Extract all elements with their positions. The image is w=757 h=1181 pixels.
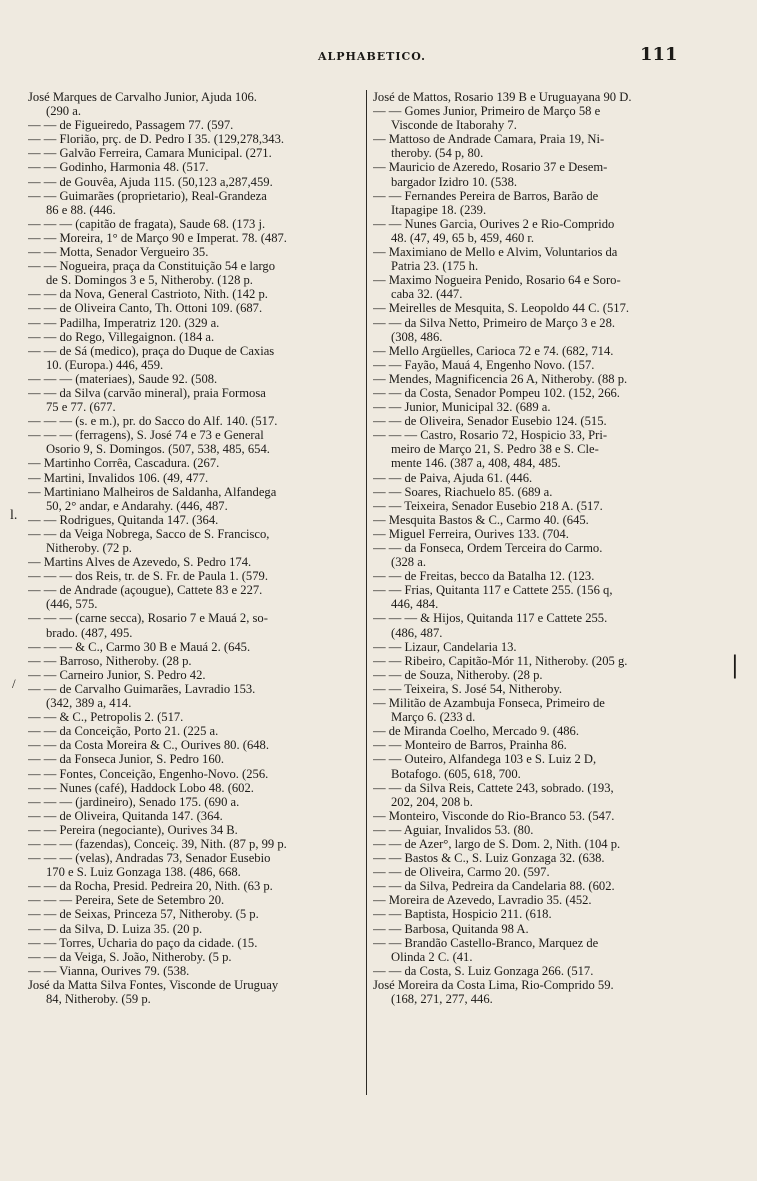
directory-entry-line: Visconde de Itaborahy 7. bbox=[391, 118, 517, 133]
directory-entry-line: — Mattoso de Andrade Camara, Praia 19, Ni- bbox=[373, 132, 605, 147]
directory-entry-line: — Miguel Ferreira, Ourives 133. (704. bbox=[373, 526, 569, 541]
directory-entry-line: — Mello Argüelles, Carioca 72 e 74. (682, 714. bbox=[373, 343, 614, 358]
directory-entry-line: — — Padilha, Imperatriz 120. (329 a. bbox=[28, 315, 220, 330]
directory-entry-line: — — Frias, Quitanta 117 e Cattete 255. (156 q, bbox=[373, 583, 613, 598]
directory-entry-line: mente 146. (387 a, 408, 484, 485. bbox=[391, 456, 561, 471]
directory-entry-line: — — da Silva Reis, Cattete 243, sobrado. (193, bbox=[373, 780, 614, 795]
directory-entry-line: Itapagipe 18. (239. bbox=[391, 202, 487, 217]
directory-entry-line: 50, 2° andar, e Andarahy. (446, 487. bbox=[46, 498, 228, 513]
directory-entry-line: — Mesquita Bastos & C., Carmo 40. (645. bbox=[373, 512, 589, 527]
directory-entry-line: — — do Rego, Villegaignon. (184 a. bbox=[28, 329, 215, 344]
directory-entry-line: caba 32. (447. bbox=[391, 287, 463, 302]
directory-entry-line: — — Nunes Garcia, Ourives 2 e Rio-Comprido bbox=[373, 216, 615, 231]
directory-entry-line: — — da Silva (carvão mineral), praia Formosa bbox=[28, 385, 266, 400]
directory-entry-line: — — de Andrade (açougue), Cattete 83 e 227. bbox=[28, 583, 263, 598]
directory-entry-line: — Monteiro, Visconde do Rio-Branco 53. (547. bbox=[373, 808, 615, 823]
margin-mark-left-2: / bbox=[12, 676, 16, 691]
directory-entry-line: — — — (velas), Andradas 73, Senador Eusebio bbox=[28, 851, 271, 866]
directory-entry-line: — — da Costa Moreira & C., Ourives 80. (648. bbox=[28, 738, 269, 753]
directory-entry-line: — — de Seixas, Princeza 57, Nitheroby. (5 p. bbox=[28, 907, 259, 922]
directory-entry-line: bargador Izidro 10. (538. bbox=[391, 174, 518, 189]
directory-entry-line: — — Barroso, Nitheroby. (28 p. bbox=[28, 653, 192, 668]
directory-entry-line: — — — (jardineiro), Senado 175. (690 a. bbox=[28, 794, 240, 809]
directory-entry-line: (290 a. bbox=[46, 104, 81, 119]
directory-entry-line: — — de Paiva, Ajuda 61. (446. bbox=[373, 470, 533, 485]
directory-entry-line: — — de Oliveira, Senador Eusebio 124. (515. bbox=[373, 414, 607, 429]
directory-entry-line: — — — (capitão de fragata), Saude 68. (173 j. bbox=[28, 216, 266, 231]
directory-entry-line: — — da Silva, D. Luiza 35. (20 p. bbox=[28, 921, 203, 936]
directory-entry-line: — — da Nova, General Castrioto, Nith. (142 p. bbox=[28, 287, 268, 302]
directory-entry-line: — — — Pereira, Sete de Setembro 20. bbox=[28, 893, 225, 908]
directory-entry-line: — — Fayão, Mauá 4, Engenho Novo. (157. bbox=[373, 357, 595, 372]
right-column bbox=[373, 90, 718, 1006]
directory-entry-line: — — de Oliveira, Carmo 20. (597. bbox=[373, 865, 550, 880]
directory-entry-line: José da Matta Silva Fontes, Visconde de Uruguay bbox=[28, 977, 279, 992]
directory-entry-line: — — Junior, Municipal 32. (689 a. bbox=[373, 400, 551, 415]
directory-entry-line: — — Baptista, Hospicio 211. (618. bbox=[373, 907, 552, 922]
directory-entry-line: — — de Sá (medico), praça do Duque de Caxias bbox=[28, 343, 275, 358]
directory-entry-line: — — — (s. e m.), pr. do Sacco do Alf. 140. (517. bbox=[28, 414, 278, 429]
directory-entry-line: — — Gomes Junior, Primeiro de Março 58 e bbox=[373, 104, 601, 119]
directory-entry-line: — — Nogueira, praça da Constituição 54 e largo bbox=[28, 259, 276, 274]
directory-entry-line: — — Brandão Castello-Branco, Marquez de bbox=[373, 935, 599, 950]
directory-entry-line: — — de Azer°, largo de S. Dom. 2, Nith. (104 p. bbox=[373, 836, 621, 851]
directory-entry-line: — — Teixeira, S. José 54, Nitheroby. bbox=[373, 681, 563, 696]
directory-entry-line: (328 a. bbox=[391, 555, 426, 570]
directory-entry-line: — — da Fonseca Junior, S. Pedro 160. bbox=[28, 752, 225, 767]
directory-entry-line: — — da Veiga, S. João, Nitheroby. (5 p. bbox=[28, 949, 232, 964]
directory-entry-line: — — da Rocha, Presid. Pedreira 20, Nith. (63 p. bbox=[28, 879, 273, 894]
directory-entry-line: 75 e 77. (677. bbox=[46, 400, 116, 415]
directory-entry-line: — — Godinho, Harmonia 48. (517. bbox=[28, 160, 209, 175]
directory-entry-line: — — Vianna, Ourives 79. (538. bbox=[28, 963, 190, 978]
directory-entry-line: — — Torres, Ucharia do paço da cidade. (15. bbox=[28, 935, 258, 950]
directory-entry-line: José Moreira da Costa Lima, Rio-Comprido 59. bbox=[373, 977, 614, 992]
directory-entry-line: — — — (ferragens), S. José 74 e 73 e General bbox=[28, 428, 264, 443]
directory-entry-line: — — — Castro, Rosario 72, Hospicio 33, Pri- bbox=[373, 428, 608, 443]
directory-entry-line: — Maximo Nogueira Penido, Rosario 64 e Soro- bbox=[373, 273, 621, 288]
directory-entry-line: Patria 23. (175 h. bbox=[391, 259, 479, 274]
directory-entry-line: — — Florião, prç. de D. Pedro I 35. (129,278,343. bbox=[28, 132, 285, 147]
directory-entry-line: — — Soares, Riachuelo 85. (689 a. bbox=[373, 484, 553, 499]
directory-entry-line: — — Pereira (negociante), Ourives 34 B. bbox=[28, 822, 238, 837]
directory-entry-line: (342, 389 a, 414. bbox=[46, 696, 132, 711]
directory-entry-line: — — de Oliveira Canto, Th. Ottoni 109. (687. bbox=[28, 301, 263, 316]
directory-entry-line: — Martins Alves de Azevedo, S. Pedro 174. bbox=[28, 555, 252, 570]
directory-entry-line: Março 6. (233 d. bbox=[391, 710, 476, 725]
directory-entry-line: — — Carneiro Junior, S. Pedro 42. bbox=[28, 667, 206, 682]
directory-entry-line: (168, 271, 277, 446. bbox=[391, 992, 493, 1006]
directory-entry-line: — Meirelles de Mesquita, S. Leopoldo 44 C. (517. bbox=[373, 301, 630, 316]
directory-entry-line: 170 e S. Luiz Gonzaga 138. (486, 668. bbox=[46, 865, 241, 880]
directory-entry-line: — — Guimarães (proprietario), Real-Grandeza bbox=[28, 188, 267, 203]
margin-mark-right-1: | bbox=[732, 650, 738, 679]
directory-entry-line: — Mendes, Magnificencia 26 A, Nitheroby. (88 p. bbox=[373, 371, 628, 386]
directory-entry-line: — — — (materiaes), Saude 92. (508. bbox=[28, 371, 218, 386]
directory-entry-line: — — & C., Petropolis 2. (517. bbox=[28, 710, 184, 725]
directory-entry-line: — — da Silva Netto, Primeiro de Março 3 e 28. bbox=[373, 315, 616, 330]
directory-entry-line: — Maximiano de Mello e Alvim, Voluntarios da bbox=[373, 245, 618, 260]
directory-entry-line: — — da Costa, S. Luiz Gonzaga 266. (517. bbox=[373, 963, 594, 978]
directory-entry-line: — — da Veiga Nobrega, Sacco de S. Francisco, bbox=[28, 526, 270, 541]
directory-entry-line: 202, 204, 208 b. bbox=[391, 794, 473, 809]
directory-entry-line: brado. (487, 495. bbox=[46, 625, 133, 640]
directory-entry-line: — — Galvão Ferreira, Camara Municipal. (271. bbox=[28, 146, 272, 161]
directory-entry-line: Botafogo. (605, 618, 700. bbox=[391, 766, 521, 781]
directory-entry-line: — de Miranda Coelho, Mercado 9. (486. bbox=[373, 724, 579, 739]
directory-entry-line: — — Bastos & C., S. Luiz Gonzaga 32. (638. bbox=[373, 851, 605, 866]
directory-entry-line: — Moreira de Azevedo, Lavradio 35. (452. bbox=[373, 893, 592, 908]
directory-entry-line: — — Ribeiro, Capitão-Mór 11, Nitheroby. (205 g. bbox=[373, 653, 628, 668]
directory-entry-line: — — Aguiar, Invalidos 53. (80. bbox=[373, 822, 534, 837]
directory-entry-line: — — Teixeira, Senador Eusebio 218 A. (517. bbox=[373, 498, 603, 513]
directory-entry-line: — — de Carvalho Guimarães, Lavradio 153. bbox=[28, 681, 256, 696]
directory-entry-line: — — da Costa, Senador Pompeu 102. (152, 266. bbox=[373, 385, 620, 400]
margin-mark-left-1: l. bbox=[10, 508, 18, 523]
directory-entry-line: — — da Silva, Pedreira da Candelaria 88. (602. bbox=[373, 879, 615, 894]
directory-entry-line: 10. (Europa.) 446, 459. bbox=[46, 357, 164, 372]
directory-entry-line: — — Monteiro de Barros, Prainha 86. bbox=[373, 738, 567, 753]
directory-entry-line: — — Barbosa, Quitanda 98 A. bbox=[373, 921, 529, 936]
directory-entry-line: Olinda 2 C. (41. bbox=[391, 949, 473, 964]
directory-entry-line: — — de Gouvêa, Ajuda 115. (50,123 a,287,459. bbox=[28, 174, 273, 189]
directory-entry-line: — — Moreira, 1° de Março 90 e Imperat. 78. (487. bbox=[28, 230, 287, 245]
directory-entry-line: — Martini, Invalidos 106. (49, 477. bbox=[28, 470, 209, 485]
left-column bbox=[28, 90, 368, 1006]
directory-entry-line: — — — & C., Carmo 30 B e Mauá 2. (645. bbox=[28, 639, 251, 654]
directory-entry-line: — — Lizaur, Candelaria 13. bbox=[373, 639, 517, 654]
directory-entry-line: meiro de Março 21, S. Pedro 38 e S. Cle- bbox=[391, 442, 599, 457]
directory-entry-line: — — Fernandes Pereira de Barros, Barão de bbox=[373, 188, 599, 203]
directory-entry-line: — — de Figueiredo, Passagem 77. (597. bbox=[28, 118, 234, 133]
directory-entry-line: — — Motta, Senador Vergueiro 35. bbox=[28, 245, 209, 260]
directory-entry-line: 86 e 88. (446. bbox=[46, 202, 116, 217]
directory-entry-line: — Militão de Azambuja Fonseca, Primeiro de bbox=[373, 696, 605, 711]
directory-entry-line: — Martinho Corrêa, Cascadura. (267. bbox=[28, 456, 220, 471]
directory-entry-line: — — Rodrigues, Quitanda 147. (364. bbox=[28, 512, 219, 527]
directory-entry-line: de S. Domingos 3 e 5, Nitheroby. (128 p. bbox=[46, 273, 253, 288]
directory-entry-line: — — — & Hijos, Quitanda 117 e Cattete 255. bbox=[373, 611, 608, 626]
directory-entry-line: José de Mattos, Rosario 139 B e Uruguayana 90 D. bbox=[373, 90, 632, 104]
directory-entry-line: José Marques de Carvalho Junior, Ajuda 106. bbox=[28, 90, 257, 104]
directory-entry-line: (486, 487. bbox=[391, 625, 443, 640]
directory-entry-line: (446, 575. bbox=[46, 597, 98, 612]
directory-entry-line: Osorio 9, S. Domingos. (507, 538, 485, 654. bbox=[46, 442, 270, 457]
directory-entry-line: 48. (47, 49, 65 b, 459, 460 r. bbox=[391, 230, 535, 245]
page-number: 111 bbox=[640, 44, 678, 65]
directory-entry-line: — — da Conceição, Porto 21. (225 a. bbox=[28, 724, 219, 739]
directory-entry-line: — — Fontes, Conceição, Engenho-Novo. (256. bbox=[28, 766, 269, 781]
directory-entry-line: — — da Fonseca, Ordem Terceira do Carmo. bbox=[373, 541, 603, 555]
directory-entry-line: — — de Souza, Nitheroby. (28 p. bbox=[373, 667, 543, 682]
directory-entry-line: — — de Oliveira, Quitanda 147. (364. bbox=[28, 808, 223, 823]
directory-entry-line: — — Nunes (café), Haddock Lobo 48. (602. bbox=[28, 780, 254, 795]
directory-entry-line: (308, 486. bbox=[391, 329, 443, 344]
directory-entry-line: — — Outeiro, Alfandega 103 e S. Luiz 2 D, bbox=[373, 752, 597, 767]
page-header bbox=[0, 30, 757, 70]
directory-entry-line: Nitheroby. (72 p. bbox=[46, 541, 132, 555]
directory-entry-line: — — — (fazendas), Conceiç. 39, Nith. (87 p, 99 p. bbox=[28, 836, 287, 851]
directory-entry-line: theroby. (54 p, 80. bbox=[391, 146, 484, 161]
column-divider bbox=[366, 90, 367, 1095]
running-title: ALPHABETICO. bbox=[318, 50, 427, 63]
directory-entry-line: — Martiniano Malheiros de Saldanha, Alfandega bbox=[28, 484, 277, 499]
directory-entry-line: — — de Freitas, becco da Batalha 12. (123. bbox=[373, 569, 595, 584]
directory-entry-line: 446, 484. bbox=[391, 597, 439, 612]
directory-entry-line: — Mauricio de Azeredo, Rosario 37 e Desem- bbox=[373, 160, 608, 175]
directory-entry-line: 84, Nitheroby. (59 p. bbox=[46, 992, 151, 1006]
directory-entry-line: — — — (carne secca), Rosario 7 e Mauá 2, so- bbox=[28, 611, 268, 626]
directory-entry-line: — — — dos Reis, tr. de S. Fr. de Paula 1. (579. bbox=[28, 569, 268, 584]
